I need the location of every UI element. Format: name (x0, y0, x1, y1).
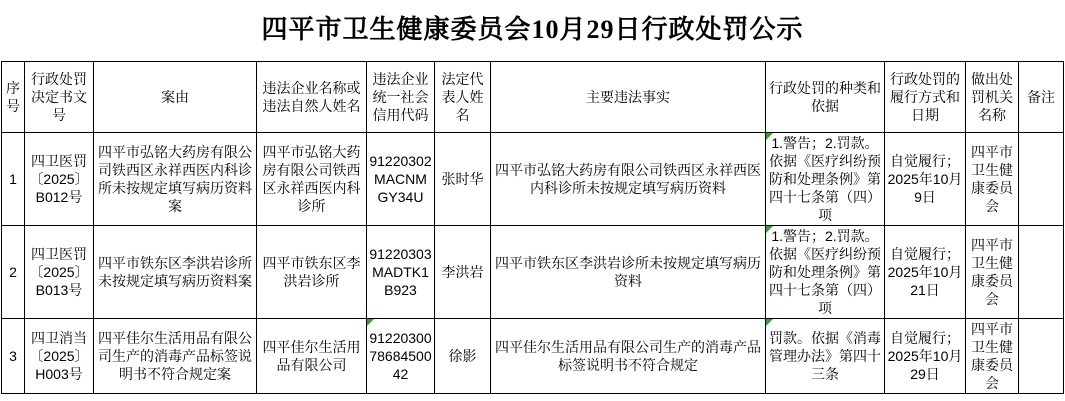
cell-doc_no: 四卫医罚〔2025〕B012号 (25, 133, 94, 226)
cell-case_title: 四平市铁东区李洪岩诊所未按规定填写病历资料案 (94, 226, 257, 319)
cell-doc_no: 四卫医罚〔2025〕B013号 (25, 226, 94, 319)
table-header (2, 62, 1064, 133)
cell-authority: 四平市卫生健康委员会 (966, 226, 1019, 319)
cell-remarks (1019, 226, 1064, 319)
cell-facts: 四平佳尔生活用品有限公司生产的消毒产品标签说明书不符合规定 (491, 319, 766, 394)
table-body (2, 133, 1064, 394)
cell-authority: 四平市卫生健康委员会 (966, 133, 1019, 226)
cell-case_title: 四平市弘铭大药房有限公司铁西区永祥西医内科诊所未按规定填写病历资料案 (94, 133, 257, 226)
cell-penalty: 罚款。依据《消毒管理办法》第四十三条 (766, 319, 885, 394)
page-title: 四平市卫生健康委员会10月29日行政处罚公示 (261, 15, 804, 44)
cell-credit_code: 912203007868450042 (367, 319, 435, 394)
column-header-performance: 行政处罚的履行方式和日期 (885, 62, 966, 133)
table-row (2, 319, 1064, 394)
column-header-credit_code: 违法企业统一社会信用代码 (367, 62, 435, 133)
column-header-penalty: 行政处罚的种类和依据 (766, 62, 885, 133)
header-row (2, 62, 1064, 133)
column-header-facts: 主要违法事实 (491, 62, 766, 133)
cell-credit_code: 91220302MACNMGY34U (367, 133, 435, 226)
cell-penalty: 1.警告；2.罚款。依据《医疗纠纷预防和处理条例》第四十七条第（四）项 (766, 133, 885, 226)
cell-index: 2 (2, 226, 25, 319)
cell-party_name: 四平佳尔生活用品有限公司 (257, 319, 367, 394)
cell-case_title: 四平佳尔生活用品有限公司生产的消毒产品标签说明书不符合规定案 (94, 319, 257, 394)
cell-legal_rep: 张时华 (435, 133, 491, 226)
column-header-case_title: 案由 (94, 62, 257, 133)
cell-index: 3 (2, 319, 25, 394)
cell-credit_code: 91220303MADTK1B923 (367, 226, 435, 319)
table-row (2, 133, 1064, 226)
column-header-doc_no: 行政处罚决定书文号 (25, 62, 94, 133)
cell-party_name: 四平市铁东区李洪岩诊所 (257, 226, 367, 319)
column-header-authority: 做出处罚机关名称 (966, 62, 1019, 133)
cell-remarks (1019, 319, 1064, 394)
table-row (2, 226, 1064, 319)
penalty-announcement-table (1, 61, 1064, 394)
error-flag-triangle-icon (766, 319, 773, 326)
cell-remarks (1019, 133, 1064, 226)
cell-legal_rep: 李洪岩 (435, 226, 491, 319)
cell-facts: 四平市铁东区李洪岩诊所未按规定填写病历资料 (491, 226, 766, 319)
column-header-remarks: 备注 (1019, 62, 1064, 133)
column-header-index: 序号 (2, 62, 25, 133)
error-flag-triangle-icon (367, 319, 374, 326)
cell-index: 1 (2, 133, 25, 226)
cell-legal_rep: 徐影 (435, 319, 491, 394)
error-flag-triangle-icon (766, 226, 773, 233)
cell-party_name: 四平市弘铭大药房有限公司铁西区永祥西医内科诊所 (257, 133, 367, 226)
column-header-party_name: 违法企业名称或违法自然人姓名 (257, 62, 367, 133)
cell-performance: 自觉履行；2025年10月21日 (885, 226, 966, 319)
error-flag-triangle-icon (766, 133, 773, 140)
cell-penalty: 1.警告；2.罚款。依据《医疗纠纷预防和处理条例》第四十七条第（四）项 (766, 226, 885, 319)
cell-authority: 四平市卫生健康委员会 (966, 319, 1019, 394)
cell-performance: 自觉履行；2025年10月29日 (885, 319, 966, 394)
cell-doc_no: 四卫消当〔2025〕H003号 (25, 319, 94, 394)
cell-performance: 自觉履行；2025年10月9日 (885, 133, 966, 226)
cell-facts: 四平市弘铭大药房有限公司铁西区永祥西医内科诊所未按规定填写病历资料 (491, 133, 766, 226)
column-header-legal_rep: 法定代表人姓名 (435, 62, 491, 133)
